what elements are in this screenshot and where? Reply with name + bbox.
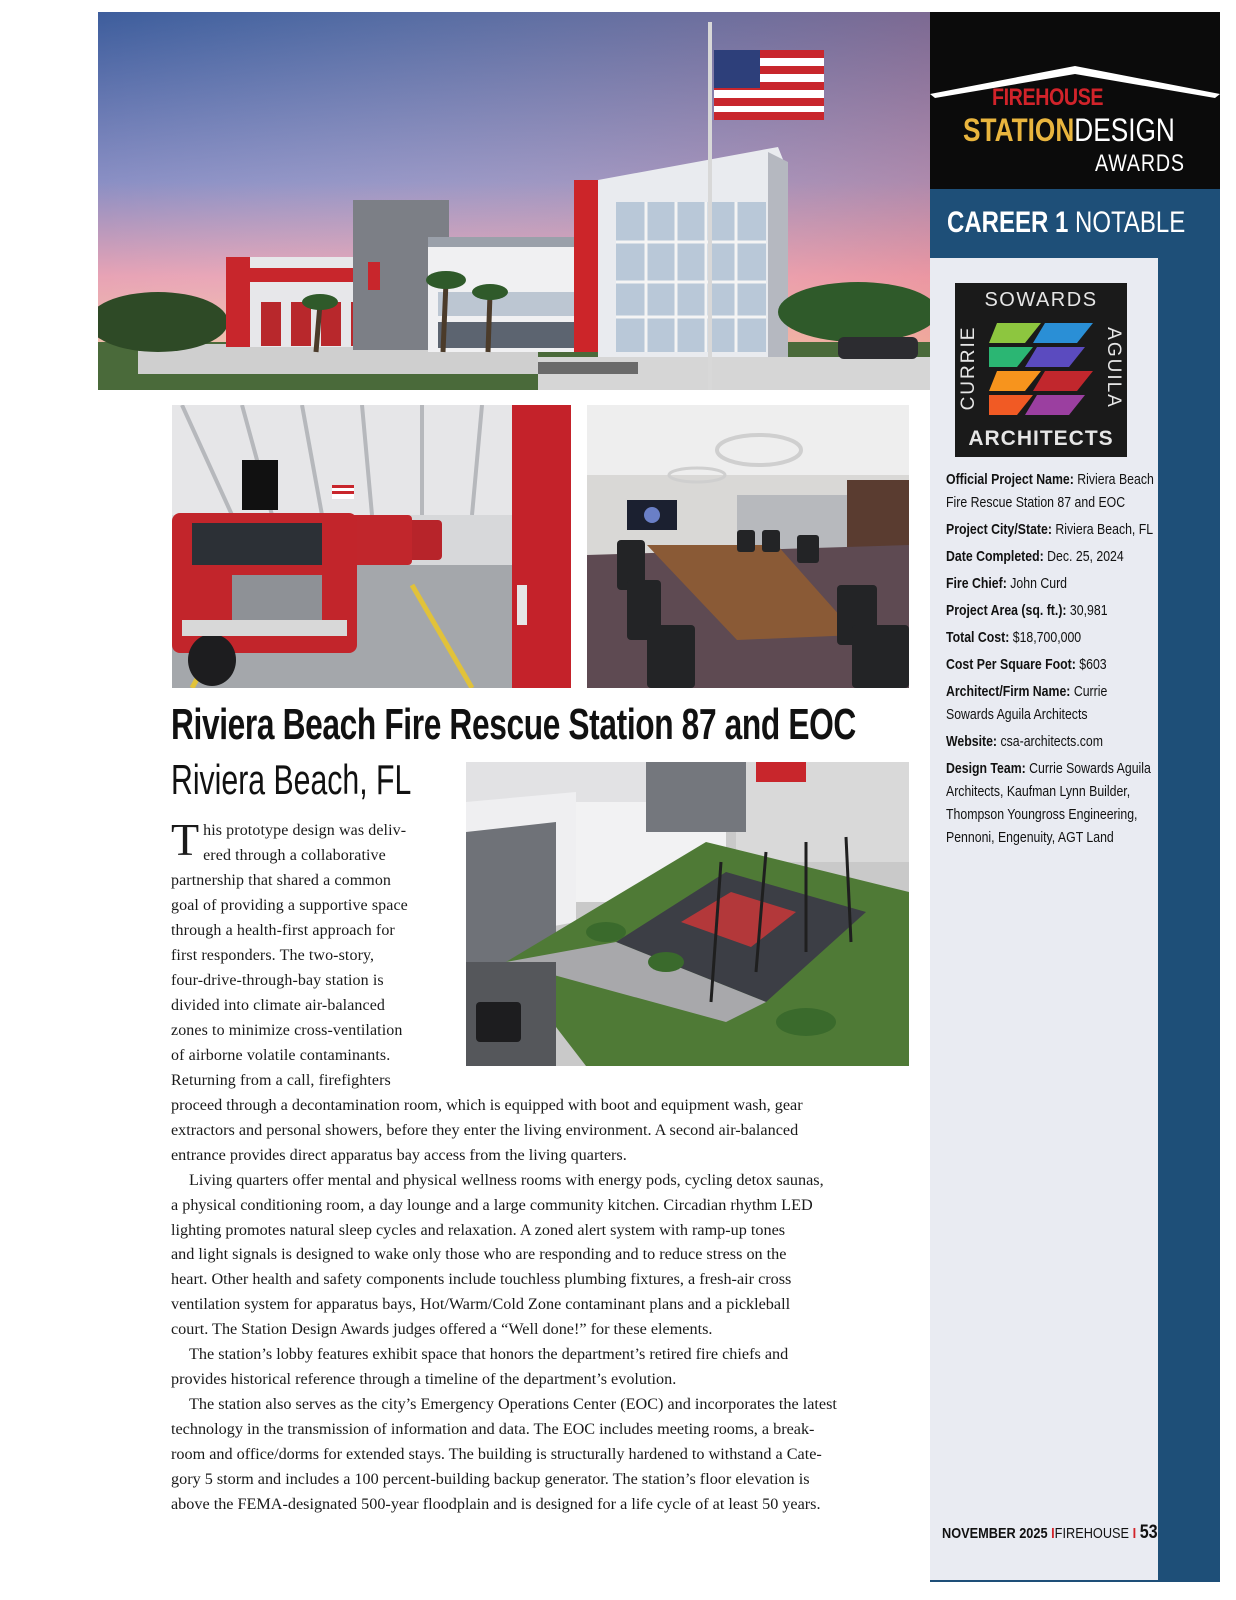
firm-logo-top-text: SOWARDS <box>984 289 1098 311</box>
category-rank: NOTABLE <box>1075 206 1186 239</box>
project-info-list <box>946 468 1156 853</box>
article-line: court. The Station Design Awards judges offered a “Well done!” for these elements. <box>171 1320 713 1339</box>
article-line: zones to minimize cross-ventilation <box>171 1022 403 1039</box>
station-design-awards-logo <box>930 12 1220 189</box>
article-location: Riviera Beach, FL <box>171 756 412 803</box>
article-line: gory 5 storm and includes a 100 percent-building backup generator. The station’s floor elevation is <box>171 1469 810 1488</box>
article-line: goal of providing a supportive space <box>171 897 408 914</box>
project-info-value: Currie Sowards Aguila Architects, Kaufman Lynn Builder, Thompson Youngross Engineering, Pennoni, Engenuity, AGT Land <box>946 760 1151 846</box>
project-info-label: Official Project Name: <box>946 471 1074 488</box>
project-info-value: Dec. 25, 2024 <box>1047 548 1124 565</box>
project-info-label: Date Completed: <box>946 548 1044 565</box>
footer-separator: I <box>1051 1525 1055 1542</box>
project-info-label: Cost Per Square Foot: <box>946 656 1076 673</box>
project-info-row <box>946 653 1156 676</box>
article-line: a physical conditioning room, a day lounge and a large community kitchen. Circadian rhythm LED <box>171 1195 813 1214</box>
project-info-row <box>946 468 1156 514</box>
article-line: extractors and personal showers, before they enter the living environment. A second air-balanced <box>171 1120 799 1139</box>
award-firehouse-text: FIREHOUSE <box>992 84 1104 111</box>
architect-firm-logo <box>955 283 1127 457</box>
category-level: CAREER 1 <box>947 206 1069 239</box>
article-line: technology in the transmission of information and data. The EOC includes meeting rooms, a break- <box>171 1419 815 1438</box>
aerial-courtyard-photo <box>466 762 909 1066</box>
hero-exterior-photo <box>98 12 930 390</box>
article-line: Returning from a call, firefighters <box>171 1072 391 1089</box>
article-body <box>171 1093 911 1516</box>
apparatus-bay-photo <box>172 405 571 688</box>
article-intro-column <box>171 814 438 1093</box>
project-info-label: Design Team: <box>946 760 1026 777</box>
page-number: 53 <box>1139 1522 1158 1543</box>
project-info-label: Architect/Firm Name: <box>946 683 1071 700</box>
project-info-value: Currie Sowards Aguila Architects <box>946 683 1108 723</box>
article-line: proceed through a decontamination room, which is equipped with boot and equipment wash, gear <box>171 1096 803 1114</box>
project-info-row <box>946 757 1156 849</box>
project-info-value: John Curd <box>1010 575 1068 592</box>
project-info-label: Website: <box>946 733 998 750</box>
project-info-value: Riviera Beach Fire Rescue Station 87 and EOC <box>946 471 1154 511</box>
article-line: Living quarters offer mental and physical wellness rooms with energy pods, cycling detox saunas, <box>189 1170 824 1189</box>
award-category <box>947 206 1185 240</box>
firm-logo-right-text: AGUILA <box>1103 327 1124 409</box>
project-info-row <box>946 518 1156 541</box>
project-info-label: Total Cost: <box>946 629 1010 646</box>
project-info-row <box>946 545 1156 568</box>
footer-separator-2: I <box>1132 1525 1137 1542</box>
award-design-text: DESIGN <box>1074 112 1175 148</box>
footer-date: NOVEMBER 2025 <box>942 1525 1048 1542</box>
article-line: The station also serves as the city’s Emergency Operations Center (EOC) and incorporates the latest <box>189 1394 837 1413</box>
article-line: The station’s lobby features exhibit space that honors the department’s retired fire chiefs and <box>189 1345 789 1364</box>
article-line: four-drive-through-bay station is <box>171 972 384 989</box>
firm-mark-icon <box>989 315 1093 419</box>
drop-cap: T <box>171 814 200 865</box>
page-footer <box>942 1522 1158 1544</box>
project-info-value: 30,981 <box>1069 602 1108 619</box>
article-line: partnership that shared a common <box>171 872 392 889</box>
article-title: Riviera Beach Fire Rescue Station 87 and EOC <box>171 700 856 749</box>
award-awards-text: AWARDS <box>1095 150 1185 177</box>
article-line: ered through a collaborative <box>203 847 386 864</box>
article-line: heart. Other health and safety components include touchless plumbing fixtures, a fresh-air cross <box>171 1270 792 1289</box>
conference-room-photo <box>587 405 909 688</box>
article-line: through a health-first approach for <box>171 922 395 939</box>
article-line: of airborne volatile contaminants. <box>171 1047 391 1064</box>
article-line: entrance provides direct apparatus bay access from the living quarters. <box>171 1145 627 1164</box>
project-info-row <box>946 599 1156 622</box>
article-line: room and office/dorms for extended stays. The building is structurally hardened to withstand a Cate- <box>171 1444 822 1463</box>
project-info-value: $18,700,000 <box>1012 629 1082 646</box>
project-info-row <box>946 626 1156 649</box>
project-info-value: Riviera Beach, FL <box>1055 521 1154 538</box>
article-line: above the FEMA-designated 500-year floodplain and is designed for a life cycle of at least 50 years. <box>171 1494 821 1513</box>
project-info-row <box>946 680 1156 726</box>
project-info-label: Fire Chief: <box>946 575 1007 592</box>
article-line: ventilation system for apparatus bays, Hot/Warm/Cold Zone contaminant plans and a pickleball <box>171 1295 791 1314</box>
project-info-row <box>946 572 1156 595</box>
article-line: first responders. The two-story, <box>171 947 375 964</box>
project-info-row <box>946 730 1156 753</box>
article-line: provides historical reference through a timeline of the department’s evolution. <box>171 1369 677 1388</box>
footer-magazine: FIREHOUSE <box>1054 1525 1130 1542</box>
project-info-value: $603 <box>1079 656 1107 673</box>
article-line: divided into climate air-balanced <box>171 997 386 1014</box>
article-line: and light signals is designed to wake only those who are responding and to reduce stress on the <box>171 1245 787 1264</box>
award-station-text: STATION <box>963 112 1075 148</box>
firm-logo-left-text: CURRIE <box>958 325 979 411</box>
project-info-value: csa-architects.com <box>1000 733 1103 750</box>
article-line: lighting promotes natural sleep cycles and relaxation. A zoned alert system with ramp-up tones <box>171 1220 786 1239</box>
project-info-label: Project City/State: <box>946 521 1052 538</box>
firm-logo-bottom-text: ARCHITECTS <box>968 427 1114 450</box>
award-station-design-text <box>963 112 1175 149</box>
article-line: his prototype design was deliv- <box>203 822 407 839</box>
project-info-label: Project Area (sq. ft.): <box>946 602 1067 619</box>
